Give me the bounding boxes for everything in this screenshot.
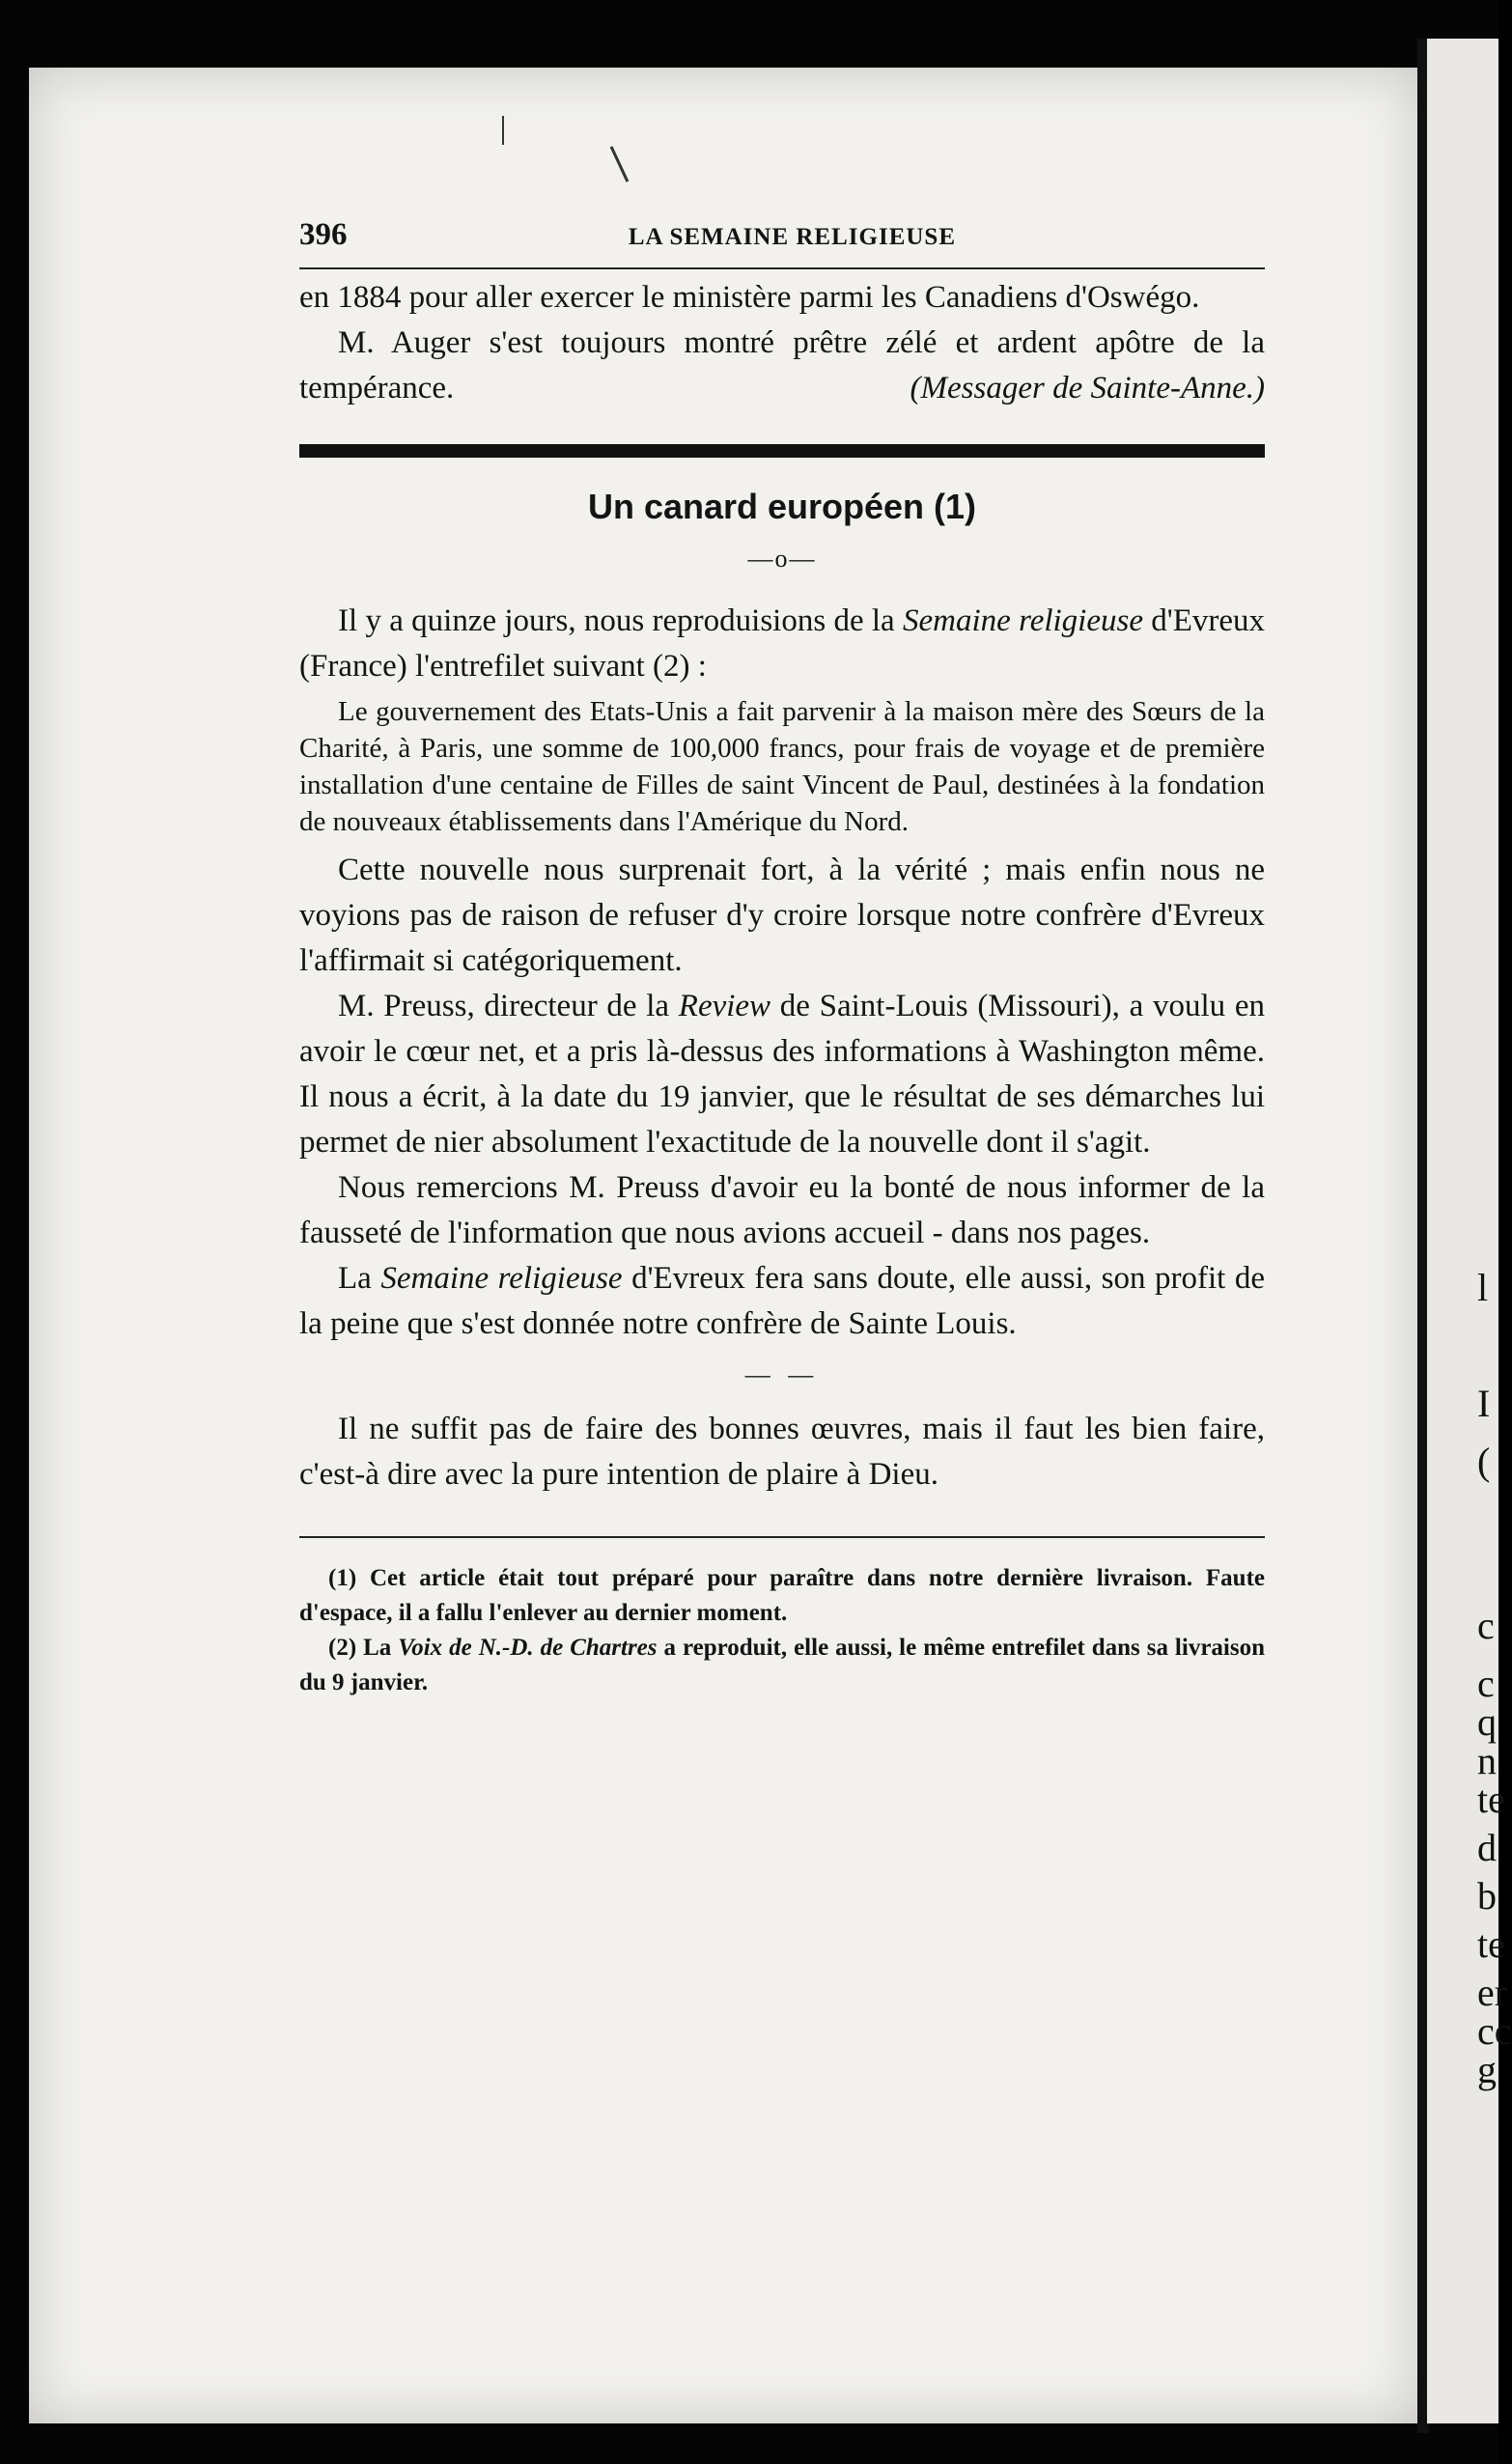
section-divider bbox=[299, 444, 1265, 458]
previous-article-closing: M. Auger s'est toujours montré prêtre zélé et ardent apôtre de la tempérance. (Messager de Sainte-Anne.) bbox=[299, 321, 1265, 411]
adjacent-page-fragment: d bbox=[1477, 1826, 1497, 1869]
article-paragraph: M. Preuss, directeur de la Review de Saint-Louis (Missouri), a voulu en avoir le cœur net, et a pris là-dessus des informations à Washington même. Il nous a écrit, à la date du 19 janvier, que le résultat de ses démarches lui permet de nier absolument l'exactitude de la nouvelle dont il s'agit. bbox=[299, 989, 1265, 1160]
title-ornament: —o— bbox=[747, 545, 817, 573]
previous-article-text: en 1884 pour aller exercer le ministère parmi les Canadiens d'Oswégo. bbox=[299, 280, 1200, 315]
article-title: Un canard européen (1) bbox=[587, 487, 977, 526]
running-title: LA SEMAINE RELIGIEUSE bbox=[628, 224, 956, 250]
quoted-news-item: Le gouvernement des Etats-Unis a fait parvenir à la maison mère des Sœurs de la Charité, à Paris, une somme de 100,000 francs, pour frais de voyage et de première installation d'une centaine de Filles de saint Vincent de Paul, destinées à la fondation de nouveaux établissements dans l'Amérique du Nord. bbox=[299, 696, 1265, 837]
article-intro: Il y a quinze jours, nous reproduisions de la Semaine religieuse d'Evreux (France) l'entrefilet suivant (2) : bbox=[299, 603, 1266, 684]
adjacent-page-fragment: I bbox=[1477, 1382, 1491, 1425]
header-rule bbox=[299, 267, 1265, 269]
article-paragraph: Nous remercions M. Preuss d'avoir eu la bonté de nous informer de la fausseté de l'information que nous avions accueil - dans nos pages. bbox=[299, 1170, 1265, 1250]
footnote-rule bbox=[299, 1536, 1265, 1538]
adjacent-page-fragment: te bbox=[1477, 1922, 1505, 1966]
short-separator: — — bbox=[744, 1360, 820, 1388]
page-header bbox=[299, 217, 1265, 260]
scan-speck bbox=[502, 116, 504, 145]
adjacent-page-fragment: b bbox=[1477, 1874, 1497, 1918]
article-paragraph: Cette nouvelle nous surprenait fort, à la vérité ; mais enfin nous ne voyions pas de raison de refuser d'y croire lorsque notre confrère d'Evreux l'affirmait si catégoriquement. bbox=[299, 853, 1265, 978]
adjacent-page-fragment: cc bbox=[1477, 2009, 1512, 2053]
page-number: 396 bbox=[299, 217, 348, 252]
adjacent-page-fragment: l bbox=[1477, 1266, 1489, 1309]
footnote-1: (1) Cet article était tout préparé pour paraître dans notre dernière livraison. Faute d'espace, il a fallu l'enlever au dernier moment. bbox=[299, 1565, 1265, 1626]
adjacent-page-edge bbox=[1427, 39, 1512, 2423]
adjacent-page-fragment: ( bbox=[1477, 1440, 1491, 1483]
adjacent-page-fragment: te bbox=[1477, 1778, 1505, 1821]
previous-article-source: (Messager de Sainte-Anne.) bbox=[910, 371, 1265, 406]
adjacent-page-fragment: n bbox=[1477, 1739, 1497, 1782]
adjacent-page-fragment: q bbox=[1477, 1700, 1497, 1744]
article-paragraph: La Semaine religieuse d'Evreux fera sans doute, elle aussi, son profit de la peine que s'est donnée notre confrère de Sainte Louis. bbox=[299, 1261, 1265, 1341]
page-content bbox=[299, 217, 1265, 1700]
adjacent-page-fragment: c bbox=[1477, 1662, 1495, 1705]
adjacent-page-fragment: g bbox=[1477, 2048, 1497, 2091]
adjacent-page-fragment: c bbox=[1477, 1604, 1495, 1647]
adjacent-page-fragment: er bbox=[1477, 1971, 1508, 2014]
footnote-2: (2) La Voix de N.-D. de Chartres a reproduit, elle aussi, le même entrefilet dans sa livraison du 9 janvier. bbox=[299, 1635, 1266, 1695]
maxim-paragraph: Il ne suffit pas de faire des bonnes œuvres, mais il faut les bien faire, c'est-à dire avec la pure intention de plaire à Dieu. bbox=[299, 1412, 1265, 1492]
